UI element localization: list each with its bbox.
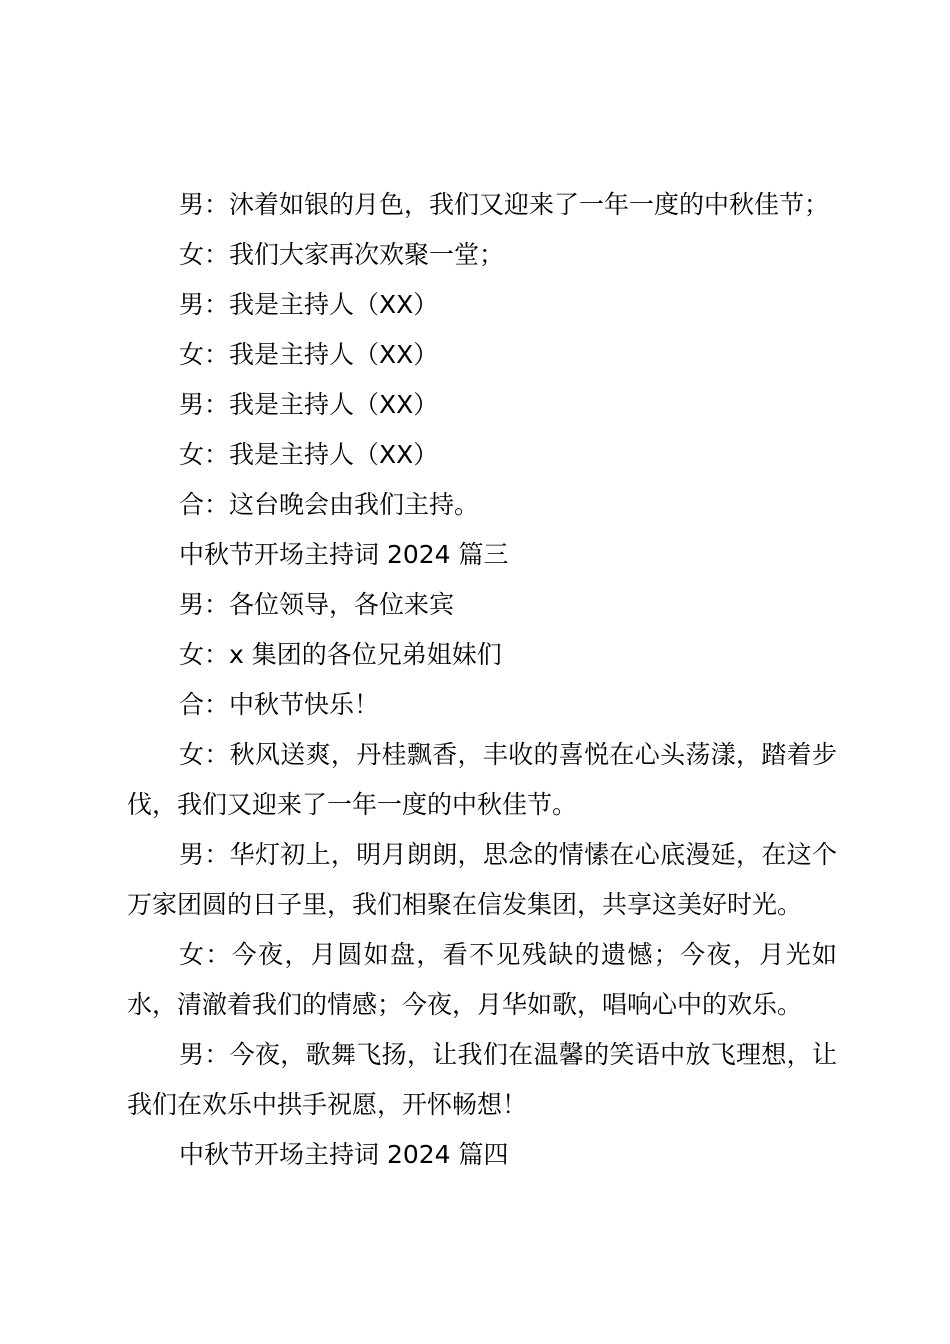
script-line-male: 男：华灯初上，明月朗朗，思念的情愫在心底漫延，在这个万家团圆的日子里，我们相聚在信发集团，共享这美好时光。 <box>127 840 837 919</box>
script-line-male: 男：我是主持人（XX） <box>179 390 439 419</box>
script-line-male: 男：我是主持人（XX） <box>179 290 439 319</box>
script-line-male: 男：各位领导，各位来宾 <box>179 590 455 619</box>
script-line-together: 合：这台晚会由我们主持。 <box>179 490 480 519</box>
script-line-female: 女：我是主持人（XX） <box>179 340 439 369</box>
document-body <box>127 180 837 1180</box>
script-line-male: 男：今夜，歌舞飞扬，让我们在温馨的笑语中放飞理想，让我们在欢乐中拱手祝愿，开怀畅想！ <box>127 1040 837 1119</box>
script-line-male: 男：沐着如银的月色，我们又迎来了一年一度的中秋佳节； <box>179 190 830 219</box>
script-line-female: 女：今夜，月圆如盘，看不见残缺的遗憾；今夜，月光如水，清澈着我们的情感；今夜，月华如歌，唱响心中的欢乐。 <box>127 940 837 1019</box>
section-heading: 中秋节开场主持词 2024 篇四 <box>179 1140 509 1169</box>
script-line-female: 女：秋风送爽，丹桂飘香，丰收的喜悦在心头荡漾，踏着步伐，我们又迎来了一年一度的中秋佳节。 <box>127 740 837 819</box>
section-heading: 中秋节开场主持词 2024 篇三 <box>179 540 509 569</box>
script-line-female: 女：我们大家再次欢聚一堂； <box>179 240 505 269</box>
script-line-female: 女：我是主持人（XX） <box>179 440 439 469</box>
script-line-together: 合：中秋节快乐！ <box>179 690 380 719</box>
script-line-female: 女：x 集团的各位兄弟姐妹们 <box>179 640 502 669</box>
